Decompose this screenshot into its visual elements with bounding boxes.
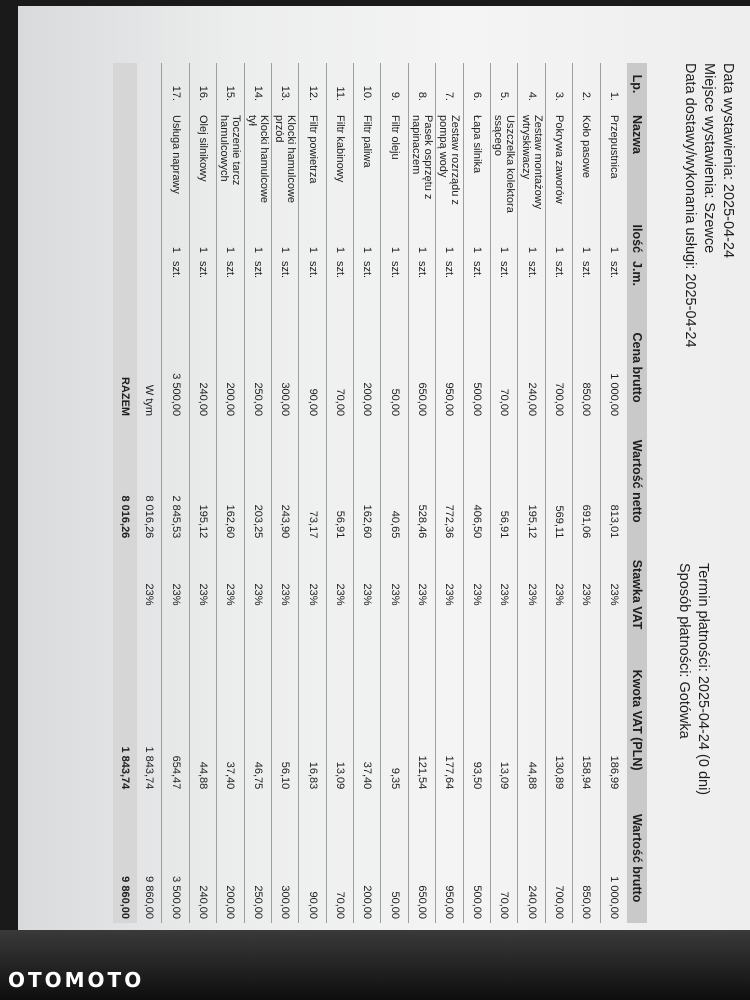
row-lp: 4. — [518, 63, 545, 111]
row-vat: 186,99 — [600, 647, 627, 793]
row-unit-gross: 200,00 — [354, 315, 381, 420]
row-unit: szt. — [408, 257, 435, 315]
row-unit: szt. — [354, 257, 381, 315]
row-vat-rate: 23% — [381, 542, 408, 647]
row-vat-rate: 23% — [354, 542, 381, 647]
row-net: 56,91 — [491, 420, 518, 542]
row-unit-gross: 70,00 — [491, 315, 518, 420]
col-vat-amount: Kwota VAT (PLN) — [627, 647, 647, 793]
row-gross: 950,00 — [436, 793, 463, 923]
row-unit-gross: 650,00 — [408, 315, 435, 420]
row-qty: 1 — [189, 219, 216, 257]
row-gross: 90,00 — [299, 793, 326, 923]
otomoto-watermark: OTOMOTO — [8, 968, 145, 992]
row-lp: 11. — [326, 63, 353, 111]
row-vat: 46,75 — [244, 647, 271, 793]
row-vat: 13,09 — [326, 647, 353, 793]
row-net: 162,60 — [354, 420, 381, 542]
row-qty: 1 — [162, 219, 189, 257]
row-unit: szt. — [326, 257, 353, 315]
row-unit-gross: 200,00 — [217, 315, 244, 420]
table-row — [299, 63, 326, 923]
row-net: 569,11 — [545, 420, 572, 542]
row-lp: 7. — [436, 63, 463, 111]
table-row — [271, 63, 298, 923]
row-vat: 13,09 — [491, 647, 518, 793]
row-name: Olej silnikowy — [189, 111, 216, 219]
row-name: Toczenie tarcz hamulcowych — [217, 111, 244, 219]
row-name: Zestaw montażowy wtryskiwaczy — [518, 111, 545, 219]
table-row — [545, 63, 572, 923]
razem-rate-empty — [113, 542, 137, 647]
row-qty: 1 — [545, 219, 572, 257]
row-vat: 44,88 — [189, 647, 216, 793]
row-qty: 1 — [244, 219, 271, 257]
row-net: 195,12 — [518, 420, 545, 542]
row-lp: 16. — [189, 63, 216, 111]
table-row — [408, 63, 435, 923]
row-unit: szt. — [545, 257, 572, 315]
row-qty: 1 — [573, 219, 600, 257]
row-vat: 177,64 — [436, 647, 463, 793]
row-vat-rate: 23% — [271, 542, 298, 647]
row-unit: szt. — [162, 257, 189, 315]
row-name: Zestaw rozrządu z pompą wody — [436, 111, 463, 219]
invoice-table — [113, 63, 647, 923]
row-vat: 44,88 — [518, 647, 545, 793]
row-vat: 158,94 — [573, 647, 600, 793]
row-lp: 15. — [217, 63, 244, 111]
razem-gross: 9 860,00 — [113, 793, 137, 923]
row-qty: 1 — [491, 219, 518, 257]
row-net: 195,12 — [189, 420, 216, 542]
table-row — [573, 63, 600, 923]
row-name: Pasek osprzętu z napinaczem — [408, 111, 435, 219]
row-qty: 1 — [518, 219, 545, 257]
row-net: 243,90 — [271, 420, 298, 542]
row-gross: 200,00 — [354, 793, 381, 923]
row-lp: 3. — [545, 63, 572, 111]
row-vat: 93,50 — [463, 647, 490, 793]
row-lp: 1. — [600, 63, 627, 111]
row-name: Uszczelka kolektora ssącego — [491, 111, 518, 219]
row-gross: 50,00 — [381, 793, 408, 923]
col-lp: Lp. — [627, 63, 647, 111]
row-gross: 300,00 — [271, 793, 298, 923]
table-row — [217, 63, 244, 923]
wtym-vat: 1 843,74 — [143, 746, 156, 790]
row-net: 203,25 — [244, 420, 271, 542]
row-name: Łapa silnika — [463, 111, 490, 219]
row-vat: 16,83 — [299, 647, 326, 793]
row-vat-rate: 23% — [545, 542, 572, 647]
row-gross: 650,00 — [408, 793, 435, 923]
row-unit-gross: 50,00 — [381, 315, 408, 420]
razem-vat: 1 843,74 — [113, 647, 137, 793]
table-row — [326, 63, 353, 923]
row-unit: szt. — [491, 257, 518, 315]
row-unit: szt. — [271, 257, 298, 315]
row-name: Koło pasowe — [573, 111, 600, 219]
row-unit-gross: 1 000,00 — [600, 315, 627, 420]
row-net: 2 845,53 — [162, 420, 189, 542]
row-lp: 6. — [463, 63, 490, 111]
row-gross: 240,00 — [518, 793, 545, 923]
row-unit: szt. — [573, 257, 600, 315]
row-name: Filtr oleju — [381, 111, 408, 219]
row-unit-gross: 950,00 — [436, 315, 463, 420]
col-net-value: Wartość netto — [627, 420, 647, 542]
row-qty: 1 — [326, 219, 353, 257]
issue-date: Data wystawienia: 2025-04-24 — [720, 63, 736, 259]
row-lp: 12. — [299, 63, 326, 111]
row-name: Filtr kabinowy — [326, 111, 353, 219]
row-unit: szt. — [600, 257, 627, 315]
row-name: Filtr paliwa — [354, 111, 381, 219]
row-name: Usługa naprawy — [162, 111, 189, 219]
row-lp: 10. — [354, 63, 381, 111]
col-vat-rate: Stawka VAT — [627, 542, 647, 647]
row-vat-rate: 23% — [491, 542, 518, 647]
row-qty: 1 — [600, 219, 627, 257]
row-net: 691,06 — [573, 420, 600, 542]
row-gross: 240,00 — [189, 793, 216, 923]
row-vat: 9,35 — [381, 647, 408, 793]
delivery-date: Data dostawy/wykonania usługi: 2025-04-24 — [682, 63, 698, 348]
col-gross-value: Wartość brutto — [627, 793, 647, 923]
summary-razem-row — [113, 63, 137, 923]
row-unit-gross: 90,00 — [299, 315, 326, 420]
row-lp: 14. — [244, 63, 271, 111]
table-row — [189, 63, 216, 923]
row-name: Przepustnica — [600, 111, 627, 219]
col-name: Nazwa — [627, 111, 647, 219]
row-name: Pokrywa zaworów — [545, 111, 572, 219]
row-gross: 70,00 — [326, 793, 353, 923]
row-vat: 130,89 — [545, 647, 572, 793]
row-qty: 1 — [408, 219, 435, 257]
row-vat-rate: 23% — [162, 542, 189, 647]
table-header-row — [627, 63, 647, 923]
payment-method: Sposób płatności: Gotówka — [676, 563, 692, 739]
row-vat-rate: 23% — [299, 542, 326, 647]
row-lp: 5. — [491, 63, 518, 111]
row-unit: szt. — [189, 257, 216, 315]
row-vat-rate: 23% — [573, 542, 600, 647]
row-name: Klocki hamulcowe przód — [271, 111, 298, 219]
table-row — [244, 63, 271, 923]
row-vat-rate: 23% — [518, 542, 545, 647]
row-vat: 56,10 — [271, 647, 298, 793]
col-unit: J.m. — [627, 257, 647, 315]
row-vat-rate: 23% — [189, 542, 216, 647]
row-vat-rate: 23% — [326, 542, 353, 647]
row-unit-gross: 500,00 — [463, 315, 490, 420]
row-unit: szt. — [518, 257, 545, 315]
summary-wtym-row — [137, 63, 162, 923]
row-qty: 1 — [299, 219, 326, 257]
row-qty: 1 — [217, 219, 244, 257]
issue-info — [680, 63, 737, 348]
wtym-rate: 23% — [143, 583, 156, 606]
row-gross: 70,00 — [491, 793, 518, 923]
table-row — [518, 63, 545, 923]
row-gross: 700,00 — [545, 793, 572, 923]
row-lp: 8. — [408, 63, 435, 111]
razem-label: RAZEM — [113, 63, 137, 420]
wtym-gross: 9 860,00 — [143, 876, 156, 919]
row-unit-gross: 240,00 — [518, 315, 545, 420]
row-net: 40,65 — [381, 420, 408, 542]
row-net: 406,50 — [463, 420, 490, 542]
table-row — [354, 63, 381, 923]
payment-due: Termin płatności: 2025-04-24 (0 dni) — [695, 563, 711, 796]
row-net: 56,91 — [326, 420, 353, 542]
table-row — [162, 63, 189, 923]
row-lp: 9. — [381, 63, 408, 111]
row-unit: szt. — [217, 257, 244, 315]
row-gross: 3 500,00 — [162, 793, 189, 923]
wtym-label: W tym — [143, 384, 156, 417]
row-unit: szt. — [244, 257, 271, 315]
row-lp: 2. — [573, 63, 600, 111]
row-unit: szt. — [436, 257, 463, 315]
row-lp: 17. — [162, 63, 189, 111]
row-vat-rate: 23% — [244, 542, 271, 647]
row-unit-gross: 300,00 — [271, 315, 298, 420]
row-net: 162,60 — [217, 420, 244, 542]
wtym-net: 8 016,26 — [143, 495, 156, 539]
row-name: Klocki hamulcowe tył — [244, 111, 271, 219]
row-gross: 1 000,00 — [600, 793, 627, 923]
table-row — [463, 63, 490, 923]
row-unit: szt. — [463, 257, 490, 315]
row-net: 813,01 — [600, 420, 627, 542]
row-gross: 850,00 — [573, 793, 600, 923]
row-unit: szt. — [299, 257, 326, 315]
row-unit-gross: 850,00 — [573, 315, 600, 420]
table-row — [491, 63, 518, 923]
row-vat: 37,40 — [217, 647, 244, 793]
row-vat: 121,54 — [408, 647, 435, 793]
row-gross: 200,00 — [217, 793, 244, 923]
row-net: 772,36 — [436, 420, 463, 542]
table-row — [600, 63, 627, 923]
row-name: Filtr powietrza — [299, 111, 326, 219]
row-unit: szt. — [381, 257, 408, 315]
payment-info — [674, 563, 712, 795]
row-vat: 37,40 — [354, 647, 381, 793]
row-gross: 250,00 — [244, 793, 271, 923]
row-qty: 1 — [354, 219, 381, 257]
table-row — [436, 63, 463, 923]
row-unit-gross: 700,00 — [545, 315, 572, 420]
row-vat-rate: 23% — [600, 542, 627, 647]
row-qty: 1 — [271, 219, 298, 257]
col-qty: Ilość — [627, 219, 647, 257]
row-vat: 654,47 — [162, 647, 189, 793]
razem-net: 8 016,26 — [113, 420, 137, 542]
row-qty: 1 — [381, 219, 408, 257]
row-unit-gross: 70,00 — [326, 315, 353, 420]
row-net: 528,46 — [408, 420, 435, 542]
row-vat-rate: 23% — [463, 542, 490, 647]
row-qty: 1 — [463, 219, 490, 257]
row-lp: 13. — [271, 63, 298, 111]
col-unit-gross: Cena brutto — [627, 315, 647, 420]
issue-place: Miejsce wystawienia: Szewce — [701, 63, 717, 254]
table-body — [162, 63, 627, 923]
table-row — [381, 63, 408, 923]
row-unit-gross: 3 500,00 — [162, 315, 189, 420]
row-gross: 500,00 — [463, 793, 490, 923]
row-vat-rate: 23% — [217, 542, 244, 647]
row-unit-gross: 250,00 — [244, 315, 271, 420]
row-vat-rate: 23% — [408, 542, 435, 647]
row-vat-rate: 23% — [436, 542, 463, 647]
invoice-rotated — [77, 63, 737, 923]
row-qty: 1 — [436, 219, 463, 257]
row-net: 73,17 — [299, 420, 326, 542]
row-unit-gross: 240,00 — [189, 315, 216, 420]
